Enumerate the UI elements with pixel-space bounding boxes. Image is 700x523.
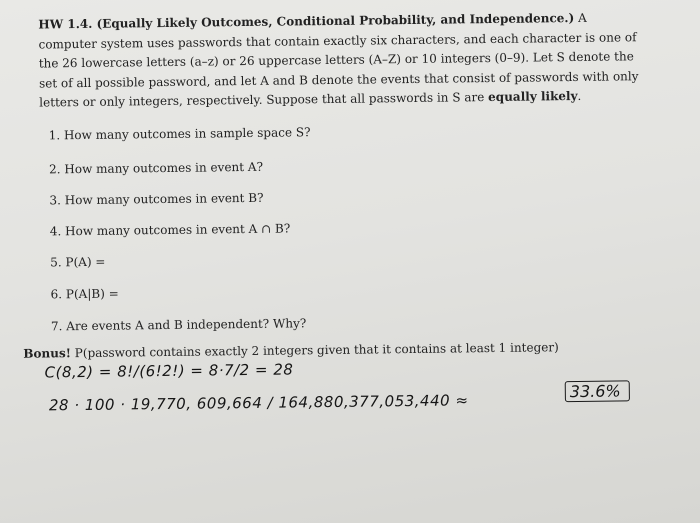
problem-body: A computer system uses passwords that contain exactly six characters, and each character is one of the 26 lowercase letters (a–z) or 26 uppercase letters (A–Z) or 10 integers (0–9). Let S denote the set of all possible password, and let A and B denote the events that consist of passwords with only letters or only integers, respectively. Suppose that all passwords in S are [38,10,639,110]
boxed-answer: 33.6% [565,380,630,402]
problem-body-end: . [577,88,582,103]
equally-likely-emphasis: equally likely [488,88,578,105]
question-3: 3. How many outcomes in event B? [49,190,264,208]
bonus-label: Bonus! [23,346,72,361]
handwritten-line-2: 28 · 100 · 19,770, 609,664 / 164,880,377,053,440 ≈ [48,391,469,415]
bonus-text: P(password contains exactly 2 integers given that it contains at least 1 integer) [70,340,559,361]
question-7: 7. Are events A and B independent? Why? [50,316,307,334]
handwritten-line-1: C(8,2) = 8!/(6!2!) = 8·7/2 = 28 [44,360,294,382]
problem-statement [38,8,639,113]
question-1: 1. How many outcomes in sample space S? [48,125,311,143]
question-2: 2. How many outcomes in event A? [48,159,264,177]
problem-header: HW 1.4. (Equally Likely Outcomes, Conditional Probability, and Independence.) [38,10,575,32]
bonus-question [23,340,559,361]
question-5: 5. P(A) = [50,254,106,270]
question-6: 6. P(A|B) = [50,286,119,302]
question-4: 4. How many outcomes in event A ∩ B? [49,221,291,239]
